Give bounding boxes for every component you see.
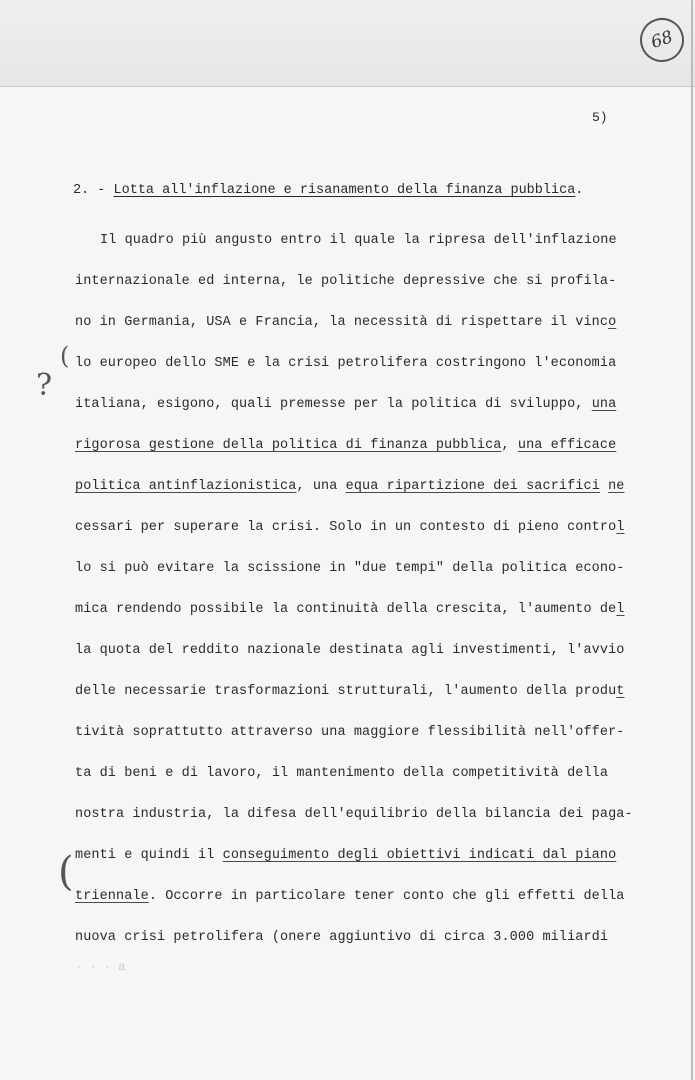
margin-arrow-mark: ? — [36, 368, 53, 403]
underlined-text: rigorosa gestione della politica di finanza pubblica — [75, 438, 502, 453]
text-segment: la quota del reddito nazionale destinata agli investimenti, l'avvio — [75, 643, 625, 658]
underlined-text: l — [616, 602, 625, 617]
text-segment: mica rendendo possibile la continuità della crescita, l'aumento de — [75, 602, 617, 617]
body-text — [75, 229, 640, 967]
text-segment — [600, 479, 608, 494]
scan-top-strip — [0, 0, 695, 87]
underlined-text: una — [591, 397, 617, 412]
section-heading — [73, 183, 583, 198]
page-stamp: 68 — [634, 12, 689, 67]
text-segment: no in Germania, USA e Francia, la necessità di rispettare il vinc — [75, 315, 609, 330]
text-segment: internazionale ed interna, le politiche depressive che si profila- — [75, 274, 617, 289]
text-segment: nostra industria, la difesa dell'equilibrio della bilancia dei paga- — [75, 807, 633, 822]
text-line — [75, 516, 640, 557]
underlined-text: ne — [608, 479, 625, 494]
text-line — [75, 475, 640, 516]
text-line — [75, 762, 640, 803]
text-line — [75, 434, 640, 475]
text-segment: Il quadro più angusto entro il quale la ripresa dell'inflazione — [100, 233, 617, 248]
text-line — [75, 393, 640, 434]
text-line — [75, 229, 640, 270]
text-line — [75, 926, 640, 967]
text-line — [75, 680, 640, 721]
text-segment: tività soprattutto attraverso una maggiore flessibilità nell'offer- — [75, 725, 625, 740]
text-line — [75, 885, 640, 926]
underlined-text: equa ripartizione dei sacrifici — [345, 479, 600, 494]
underlined-text: conseguimento degli obiettivi indicati dal piano — [222, 848, 617, 863]
margin-bracket-mark: ( — [60, 342, 70, 370]
text-segment: menti e quindi il — [75, 848, 223, 863]
margin-bracket-mark-lower: ( — [58, 849, 74, 895]
text-line — [75, 639, 640, 680]
underlined-text: l — [616, 520, 625, 535]
text-segment: nuova crisi petrolifera (onere aggiuntivo di circa 3.000 miliardi — [75, 930, 609, 945]
text-line — [75, 270, 640, 311]
text-segment: lo europeo dello SME e la crisi petrolifera costringono l'economia — [75, 356, 617, 371]
section-number: 2. - — [73, 183, 106, 198]
text-segment: delle necessarie trasformazioni strutturali, l'aumento della produ — [75, 684, 617, 699]
text-segment: . Occorre in particolare tener conto che gli effetti della — [148, 889, 625, 904]
text-line — [75, 352, 640, 393]
underlined-text: o — [608, 315, 617, 330]
underlined-text: politica antinflazionistica — [75, 479, 297, 494]
underlined-text: t — [616, 684, 625, 699]
text-segment: lo si può evitare la scissione in "due tempi" della politica econo- — [75, 561, 625, 576]
underlined-text: una efficace — [517, 438, 617, 453]
scan-right-edge — [691, 0, 693, 1080]
text-segment: , una — [296, 479, 346, 494]
underlined-text: triennale — [75, 889, 149, 904]
page-number: 5) — [592, 110, 608, 125]
faint-bleed-text: · · · a — [75, 960, 126, 974]
text-line — [75, 803, 640, 844]
text-segment: cessari per superare la crisi. Solo in un contesto di pieno contro — [75, 520, 617, 535]
text-segment: , — [501, 438, 518, 453]
text-line — [75, 721, 640, 762]
text-line — [75, 557, 640, 598]
section-title-end: . — [575, 183, 584, 198]
text-line — [75, 598, 640, 639]
text-segment: ta di beni e di lavoro, il mantenimento della competitività della — [75, 766, 609, 781]
section-title: Lotta all'inflazione e risanamento della finanza pubblica — [113, 183, 576, 198]
text-segment: italiana, esigono, quali premesse per la politica di sviluppo, — [75, 397, 592, 412]
text-line — [75, 311, 640, 352]
text-line — [75, 844, 640, 885]
